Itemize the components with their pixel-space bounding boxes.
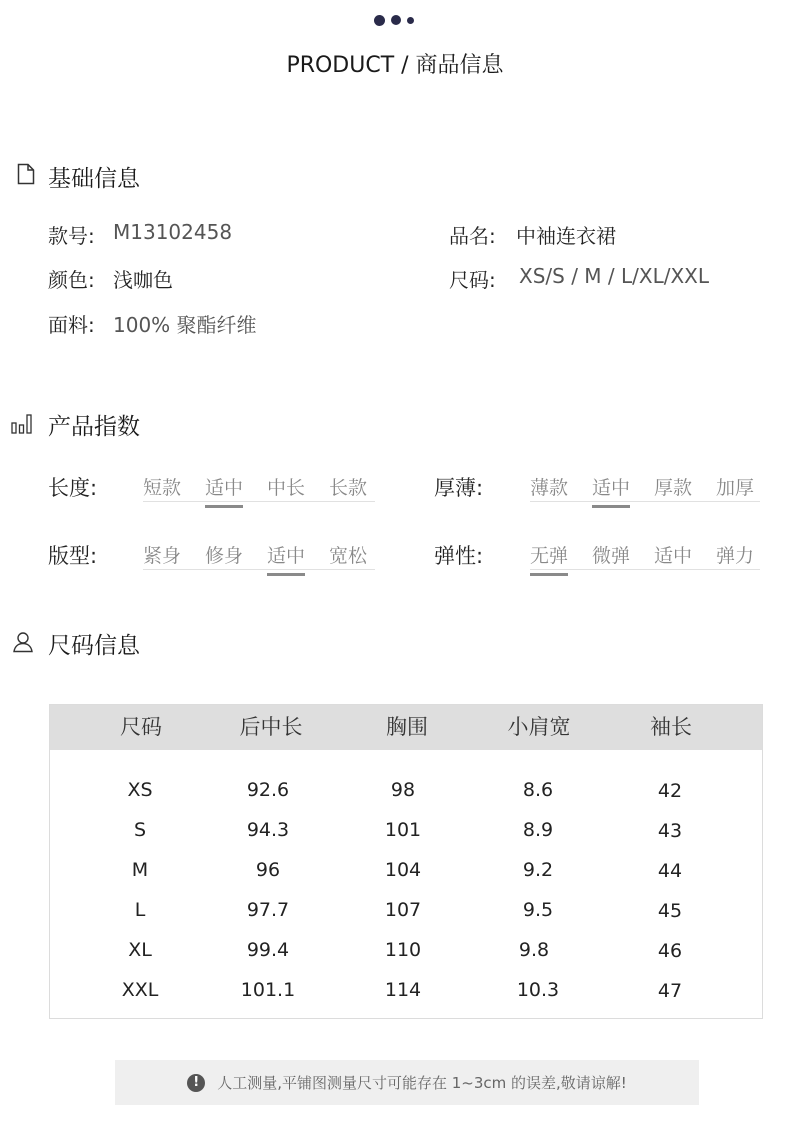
table-cell: 96 xyxy=(255,859,281,881)
size-value: XS/S / M / L/XL/XXL xyxy=(519,264,709,288)
table-cell: 101.1 xyxy=(240,979,296,1001)
color-label: 颜色: xyxy=(48,268,95,292)
table-cell: 9.5 xyxy=(522,899,554,921)
elasticity-option[interactable]: 适中 xyxy=(654,545,693,567)
elasticity-option[interactable]: 弹力 xyxy=(716,545,755,567)
fit-option[interactable]: 紧身 xyxy=(143,545,182,567)
table-cell: 92.6 xyxy=(246,779,290,801)
table-cell: XS xyxy=(127,779,153,801)
length-label: 长度: xyxy=(48,476,98,500)
elasticity-options xyxy=(530,541,760,570)
length-options xyxy=(143,473,375,502)
dot-icon xyxy=(391,15,401,25)
length-option[interactable]: 短款 xyxy=(143,477,182,499)
decorative-dots xyxy=(374,14,414,26)
style-number-label: 款号: xyxy=(48,224,95,248)
table-cell: 101 xyxy=(384,819,422,841)
size-table xyxy=(49,704,763,1019)
product-name-value: 中袖连衣裙 xyxy=(516,224,616,248)
table-cell: 9.8 xyxy=(518,939,550,961)
elasticity-option-selected[interactable]: 无弹 xyxy=(530,541,592,568)
fit-label: 版型: xyxy=(48,544,98,568)
measurement-note xyxy=(115,1060,699,1105)
table-cell: 9.2 xyxy=(522,859,554,881)
thickness-option[interactable]: 厚款 xyxy=(654,477,693,499)
elasticity-label: 弹性: xyxy=(434,544,484,568)
thickness-options xyxy=(530,473,760,502)
table-cell: 8.9 xyxy=(522,819,554,841)
table-cell: 99.4 xyxy=(246,939,290,961)
document-icon xyxy=(17,163,35,189)
thickness-option[interactable]: 加厚 xyxy=(716,477,755,499)
page-title: PRODUCT / 商品信息 xyxy=(286,53,504,78)
thickness-option-selected[interactable]: 适中 xyxy=(592,473,654,500)
note-text: 人工测量,平铺图测量尺寸可能存在 1~3cm 的误差,敬请谅解! xyxy=(217,1074,627,1092)
column-header: 胸围 xyxy=(386,715,428,739)
fit-option[interactable]: 宽松 xyxy=(329,545,368,567)
table-cell: 114 xyxy=(384,979,422,1001)
length-option[interactable]: 中长 xyxy=(267,477,306,499)
thickness-option[interactable]: 薄款 xyxy=(530,477,569,499)
table-cell: 45 xyxy=(657,900,683,922)
table-cell: 97.7 xyxy=(246,899,290,921)
bar-chart-icon xyxy=(11,414,33,438)
table-cell: 110 xyxy=(384,939,422,961)
table-cell: XL xyxy=(128,939,152,961)
dot-icon xyxy=(407,17,414,24)
table-cell: 104 xyxy=(384,859,422,881)
fit-option-selected[interactable]: 适中 xyxy=(267,541,329,568)
table-cell: 46 xyxy=(657,940,683,962)
table-cell: 42 xyxy=(657,780,683,802)
table-cell: 8.6 xyxy=(522,779,554,801)
table-cell: 94.3 xyxy=(246,819,290,841)
table-cell: 44 xyxy=(657,860,683,882)
table-cell: 10.3 xyxy=(516,979,560,1001)
table-cell: 43 xyxy=(657,820,683,842)
length-option[interactable]: 长款 xyxy=(329,477,368,499)
table-header xyxy=(50,705,762,750)
size-label: 尺码: xyxy=(449,268,496,292)
table-cell: M xyxy=(131,859,149,881)
dot-icon xyxy=(374,15,385,26)
fit-options xyxy=(143,541,375,570)
length-option-selected[interactable]: 适中 xyxy=(205,473,267,500)
column-header: 小肩宽 xyxy=(507,715,571,739)
table-cell: L xyxy=(134,899,146,921)
fit-option[interactable]: 修身 xyxy=(205,545,244,567)
thickness-label: 厚薄: xyxy=(434,476,484,500)
table-cell: 47 xyxy=(657,980,683,1002)
column-header: 尺码 xyxy=(120,715,162,739)
indicators-title: 产品指数 xyxy=(48,414,140,440)
column-header: 袖长 xyxy=(650,715,692,739)
table-cell: 107 xyxy=(384,899,422,921)
elasticity-option[interactable]: 微弹 xyxy=(592,545,631,567)
table-cell: XXL xyxy=(121,979,159,1001)
table-cell: 98 xyxy=(390,779,416,801)
exclamation-icon: ! xyxy=(187,1074,205,1092)
product-name-label: 品名: xyxy=(449,224,496,248)
person-icon xyxy=(12,631,34,657)
basic-info-title: 基础信息 xyxy=(48,166,140,192)
style-number-value: M13102458 xyxy=(113,220,233,244)
table-cell: S xyxy=(133,819,147,841)
fabric-value: 100% 聚酯纤维 xyxy=(113,313,257,337)
column-header: 后中长 xyxy=(239,715,303,739)
color-value: 浅咖色 xyxy=(113,268,173,292)
fabric-label: 面料: xyxy=(48,313,95,337)
size-info-title: 尺码信息 xyxy=(48,633,140,659)
